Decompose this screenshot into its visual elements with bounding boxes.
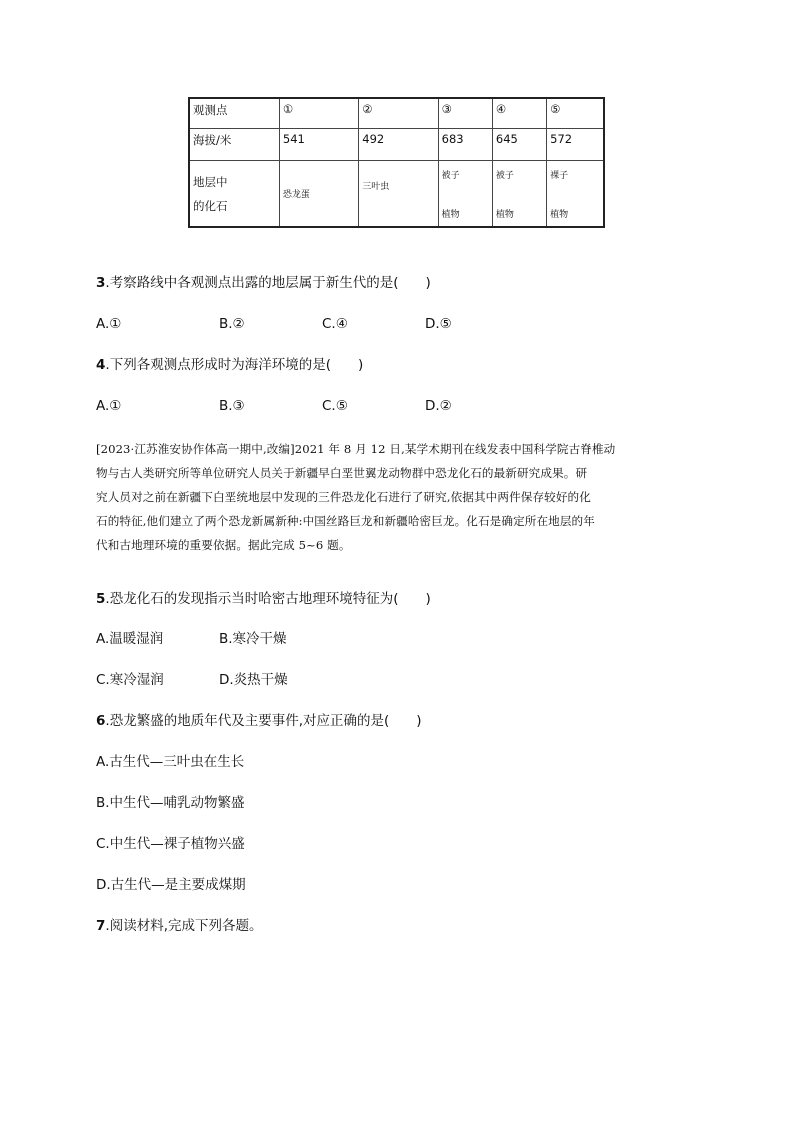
fossil-label-line: 的化石 xyxy=(193,198,228,213)
question-number: 3 xyxy=(96,275,106,291)
fossil-name: 植物 xyxy=(441,209,460,220)
option: C.⑤ xyxy=(322,398,348,414)
option: B.③ xyxy=(219,398,245,414)
option: B.中生代—哺乳动物繁盛 xyxy=(96,795,245,811)
table-header-cell: ⑤ xyxy=(547,98,604,128)
table-cell: 645 xyxy=(492,128,546,161)
question-number: 7 xyxy=(96,918,106,934)
question-text: .阅读材料,完成下列各题。 xyxy=(105,918,263,934)
fossil-name: 裸子 xyxy=(550,170,569,181)
fossil-label-line: 地层中 xyxy=(193,174,228,189)
paragraph-line: [2023·江苏淮安协作体高一期中,改编]2021 年 8 月 12 日,某学术期刊在线发表中国科学院古脊椎动 xyxy=(96,442,616,456)
option: D.⑤ xyxy=(425,316,452,332)
option: C.中生代—裸子植物兴盛 xyxy=(96,836,245,852)
fossil-name: 三叶虫 xyxy=(362,182,390,193)
table-header-cell: ③ xyxy=(438,98,492,128)
paragraph-line: 物与古人类研究所等单位研究人员关于新疆早白垩世翼龙动物群中恐龙化石的最新研究成果。研 xyxy=(96,466,588,480)
table-cell xyxy=(279,161,358,227)
option: D.炎热干燥 xyxy=(219,672,288,688)
table-row xyxy=(189,98,604,128)
question-6 xyxy=(96,715,422,729)
question-text: .恐龙繁盛的地质年代及主要事件,对应正确的是( ) xyxy=(105,713,422,729)
table-header-cell: ④ xyxy=(492,98,546,128)
table-cell xyxy=(438,161,492,227)
question-number: 5 xyxy=(96,591,106,607)
option: A.① xyxy=(96,398,122,414)
table-cell xyxy=(189,161,279,227)
question-text: .考察路线中各观测点出露的地层属于新生代的是( ) xyxy=(105,275,431,291)
paragraph-line: 石的特征,他们建立了两个恐龙新属新种:中国丝路巨龙和新疆哈密巨龙。化石是确定所在地层的年 xyxy=(96,514,595,528)
fossil-name: 植物 xyxy=(495,209,514,220)
material-paragraph xyxy=(96,437,696,557)
question-4 xyxy=(96,359,363,373)
table-header-cell: 观测点 xyxy=(189,98,279,128)
table-cell: 492 xyxy=(359,128,438,161)
question-number: 4 xyxy=(96,357,106,373)
fossil-name: 被子 xyxy=(495,170,514,181)
table-header-cell: ① xyxy=(279,98,358,128)
table-header-cell: ② xyxy=(359,98,438,128)
table-row xyxy=(189,161,604,227)
option: B.② xyxy=(219,316,245,332)
fossil-name: 植物 xyxy=(550,209,569,220)
fossil-name: 被子 xyxy=(441,170,460,181)
question-text: .恐龙化石的发现指示当时哈密古地理环境特征为( ) xyxy=(105,591,431,607)
question-number: 6 xyxy=(96,713,106,729)
paragraph-line: 代和古地理环境的重要依据。据此完成 5~6 题。 xyxy=(96,538,351,552)
option: C.寒冷湿润 xyxy=(96,672,164,688)
question-7 xyxy=(96,920,263,934)
question-5 xyxy=(96,593,431,607)
fossil-name: 恐龙蛋 xyxy=(282,190,310,201)
option: A.温暖湿润 xyxy=(96,631,164,647)
table-row xyxy=(189,128,604,161)
question-text: .下列各观测点形成时为海洋环境的是( ) xyxy=(105,357,364,373)
table-cell: 海拔/米 xyxy=(189,128,279,161)
question-3 xyxy=(96,277,431,291)
table-cell xyxy=(359,161,438,227)
observation-table xyxy=(188,97,605,228)
table-cell: 683 xyxy=(438,128,492,161)
table-cell xyxy=(547,161,604,227)
option: B.寒冷干燥 xyxy=(219,631,287,647)
table-cell xyxy=(492,161,546,227)
paragraph-line: 究人员对之前在新疆下白垩统地层中发现的三件恐龙化石进行了研究,依据其中两件保存较好的化 xyxy=(96,490,591,504)
option: D.古生代—是主要成煤期 xyxy=(96,877,246,893)
table-cell: 572 xyxy=(547,128,604,161)
option: D.② xyxy=(425,398,452,414)
option: A.① xyxy=(96,316,122,332)
table-cell: 541 xyxy=(279,128,358,161)
option: C.④ xyxy=(322,316,348,332)
option: A.古生代—三叶虫在生长 xyxy=(96,754,245,770)
